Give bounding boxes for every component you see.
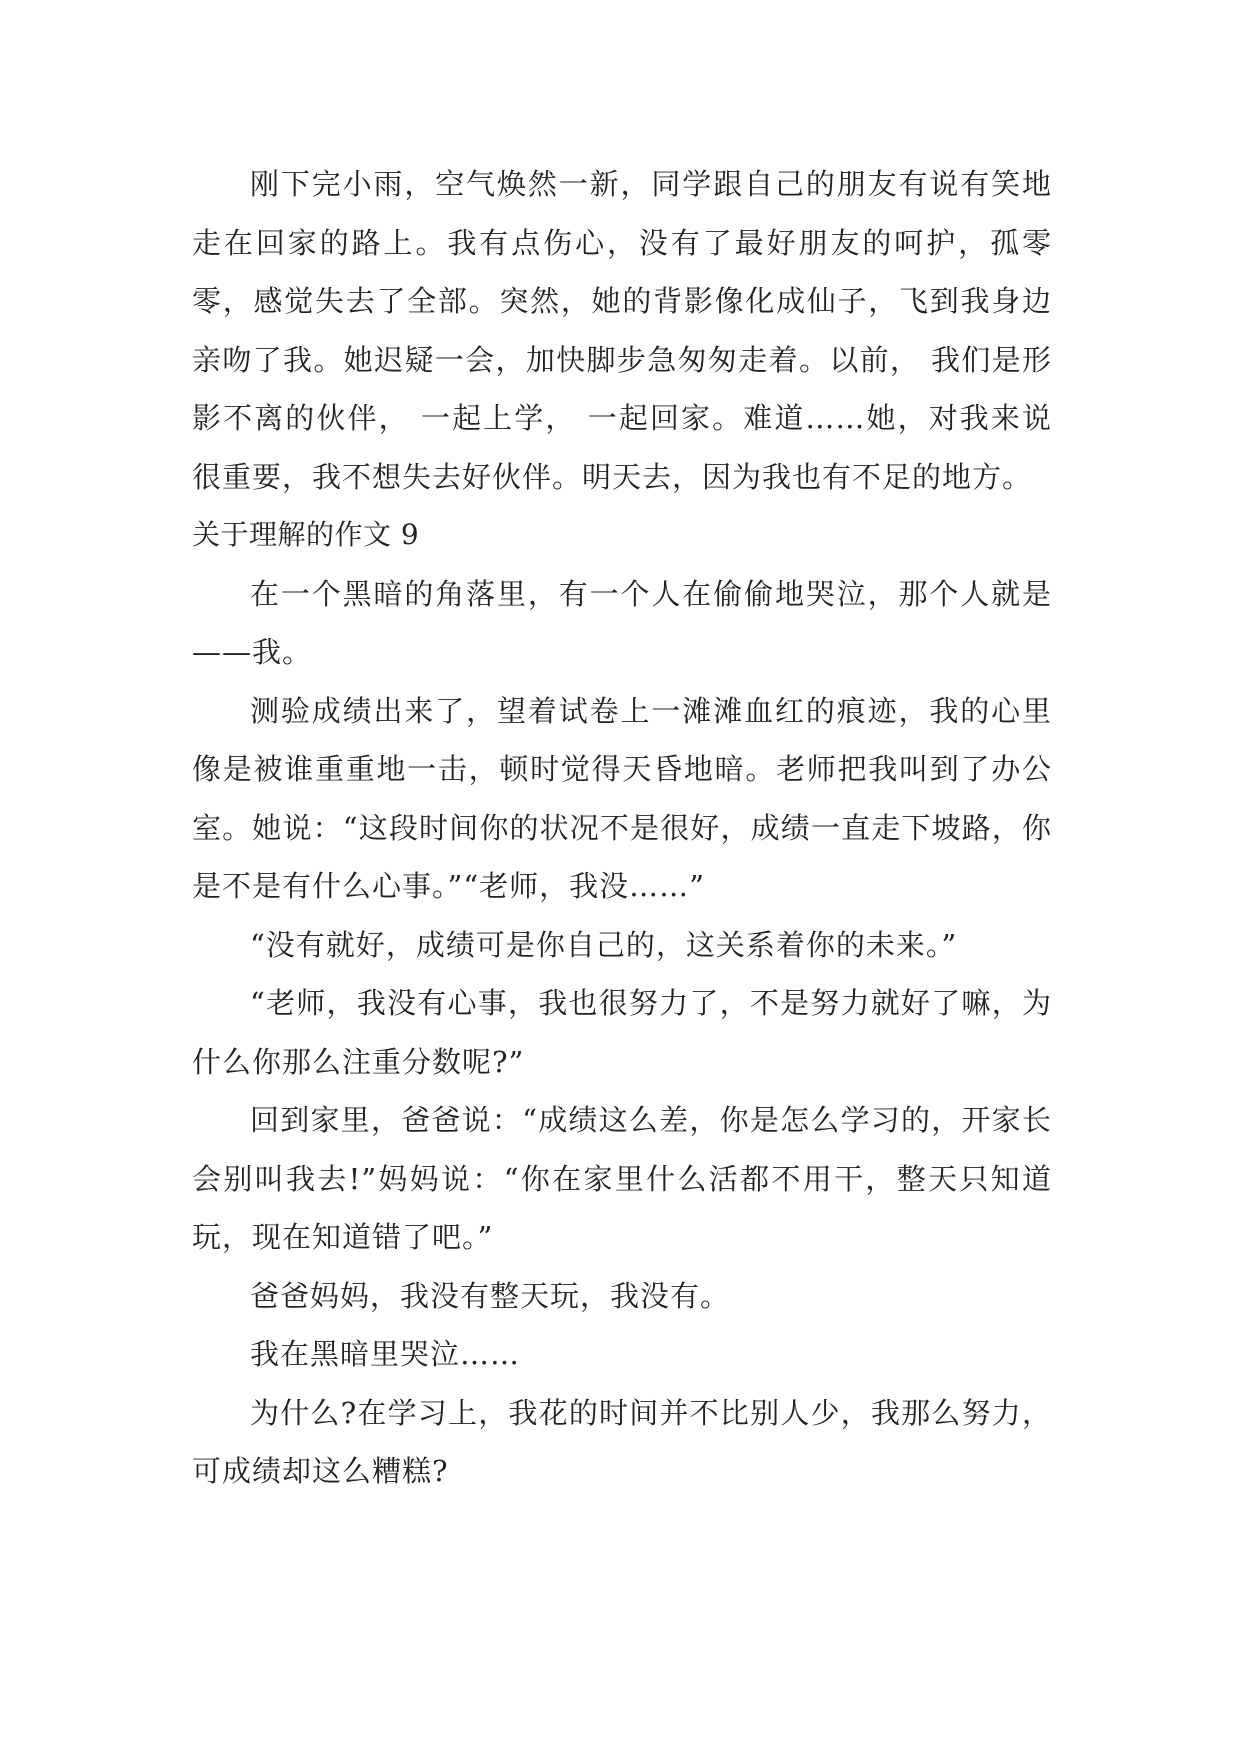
paragraph: 我在黑暗里哭泣…… bbox=[250, 1337, 521, 1371]
document-body bbox=[192, 155, 1052, 1501]
paragraph: 回到家里，爸爸说：“成绩这么差，你是怎么学习的，开家长会别叫我去!”妈妈说：“你在家里什么活都不用干，整天只知道玩，现在知道错了吧。” bbox=[192, 1103, 1052, 1254]
paragraph: 在一个黑暗的角落里，有一个人在偷偷地哭泣，那个人就是——我。 bbox=[192, 576, 1052, 669]
paragraph: 刚下完小雨，空气焕然一新，同学跟自己的朋友有说有笑地走在回家的路上。我有点伤心，没有了最好朋友的呵护，孤零零，感觉失去了全部。突然，她的背影像化成仙子，飞到我身边亲吻了我。她迟疑一会，加快脚步急匆匆走着。以前， 我们是形影不离的伙伴， 一起上学， 一起回家。难道……她，对我来说很重要，我不想失去好伙伴。明天去，因为我也有不足的地方。 bbox=[192, 167, 1052, 494]
paragraph: “没有就好，成绩可是你自己的，这关系着你的未来。” bbox=[250, 927, 958, 962]
paragraph: 测验成绩出来了，望着试卷上一滩滩血红的痕迹，我的心里像是被谁重重地一击，顿时觉得天昏地暗。老师把我叫到了办公室。她说：“这段时间你的状况不是很好，成绩一直走下坡路，你是不是有什么心事。”“老师，我没……” bbox=[192, 693, 1052, 903]
paragraph: 为什么?在学习上，我花的时间并不比别人少，我那么努力，可成绩却这么糟糕? bbox=[192, 1395, 1052, 1488]
paragraph: “老师，我没有心事，我也很努力了，不是努力就好了嘛，为什么你那么注重分数呢?” bbox=[192, 986, 1052, 1079]
paragraph: 爸爸妈妈，我没有整天玩，我没有。 bbox=[250, 1278, 731, 1313]
section-title: 关于理解的作文 9 bbox=[192, 518, 420, 551]
